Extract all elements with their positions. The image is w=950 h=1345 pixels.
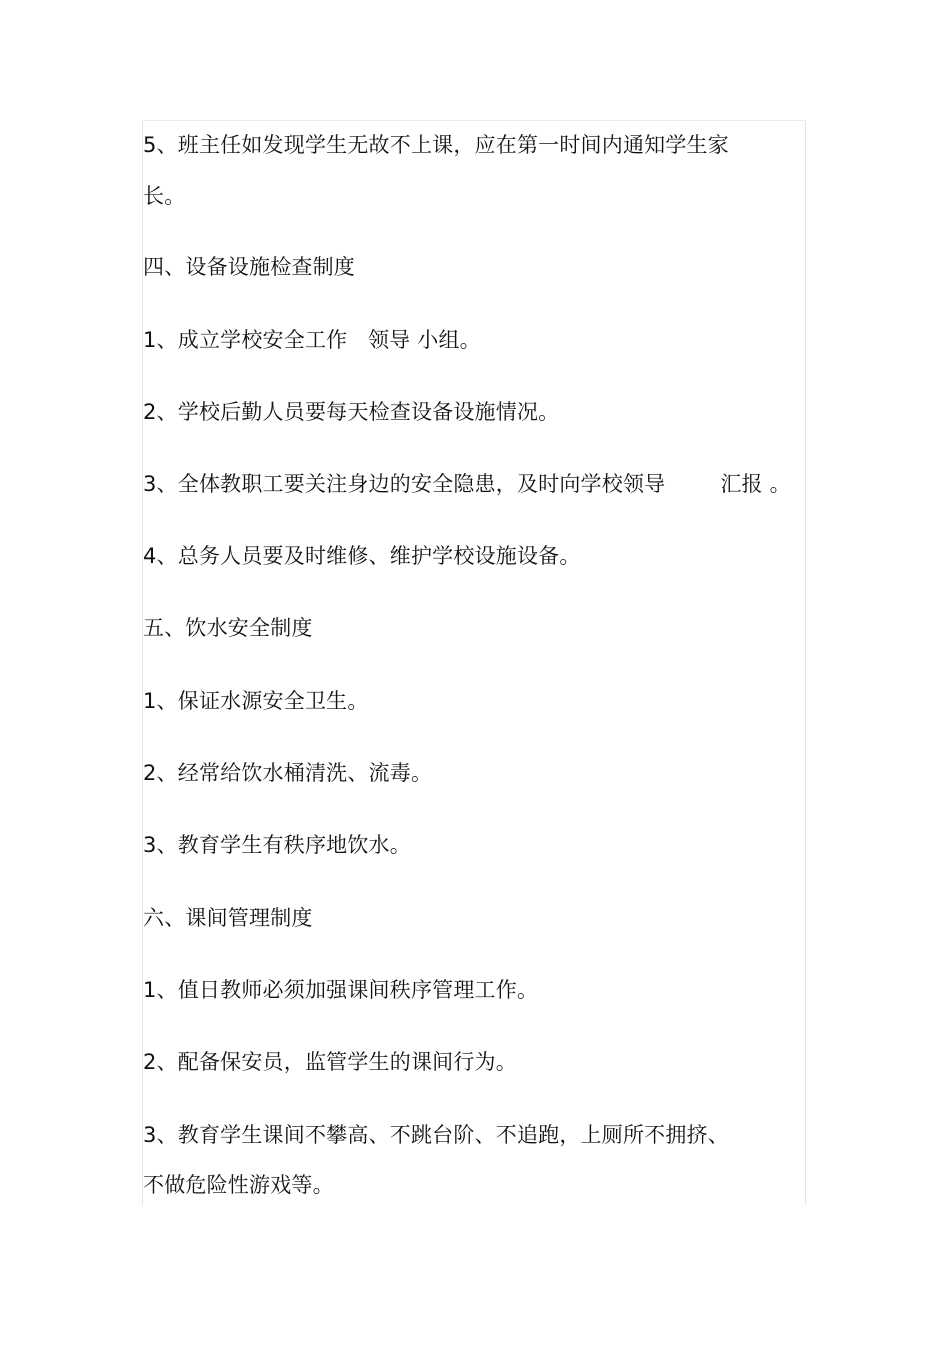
text-line: 3、教育学生有秩序地饮水。 <box>143 833 411 857</box>
text-line: 1、成立学校安全工作 领导 小组。 <box>143 328 481 352</box>
page-frame <box>142 120 806 1205</box>
text-line: 1、值日教师必须加强课间秩序管理工作。 <box>143 978 539 1002</box>
section-heading: 五、饮水安全制度 <box>143 616 313 640</box>
text-line: 3、全体教职工要关注身边的安全隐患，及时向学校领导 汇报 。 <box>143 472 791 496</box>
text-line: 长。 <box>143 184 186 208</box>
section-heading: 六、课间管理制度 <box>143 906 313 930</box>
text-line: 3、教育学生课间不攀高、不跳台阶、不追跑，上厕所不拥挤、 <box>143 1123 729 1147</box>
text-line: 4、总务人员要及时维修、维护学校设施设备。 <box>143 544 581 568</box>
text-line: 2、经常给饮水桶清洗、流毒。 <box>143 761 433 785</box>
text-line: 5、班主任如发现学生无故不上课，应在第一时间内通知学生家 <box>143 133 729 157</box>
text-line: 2、学校后勤人员要每天检查设备设施情况。 <box>143 400 560 424</box>
section-heading: 四、设备设施检查制度 <box>143 255 355 279</box>
text-line: 不做危险性游戏等。 <box>143 1173 334 1197</box>
text-line: 1、保证水源安全卫生。 <box>143 689 369 713</box>
text-line: 2、配备保安员，监管学生的课间行为。 <box>143 1050 517 1074</box>
